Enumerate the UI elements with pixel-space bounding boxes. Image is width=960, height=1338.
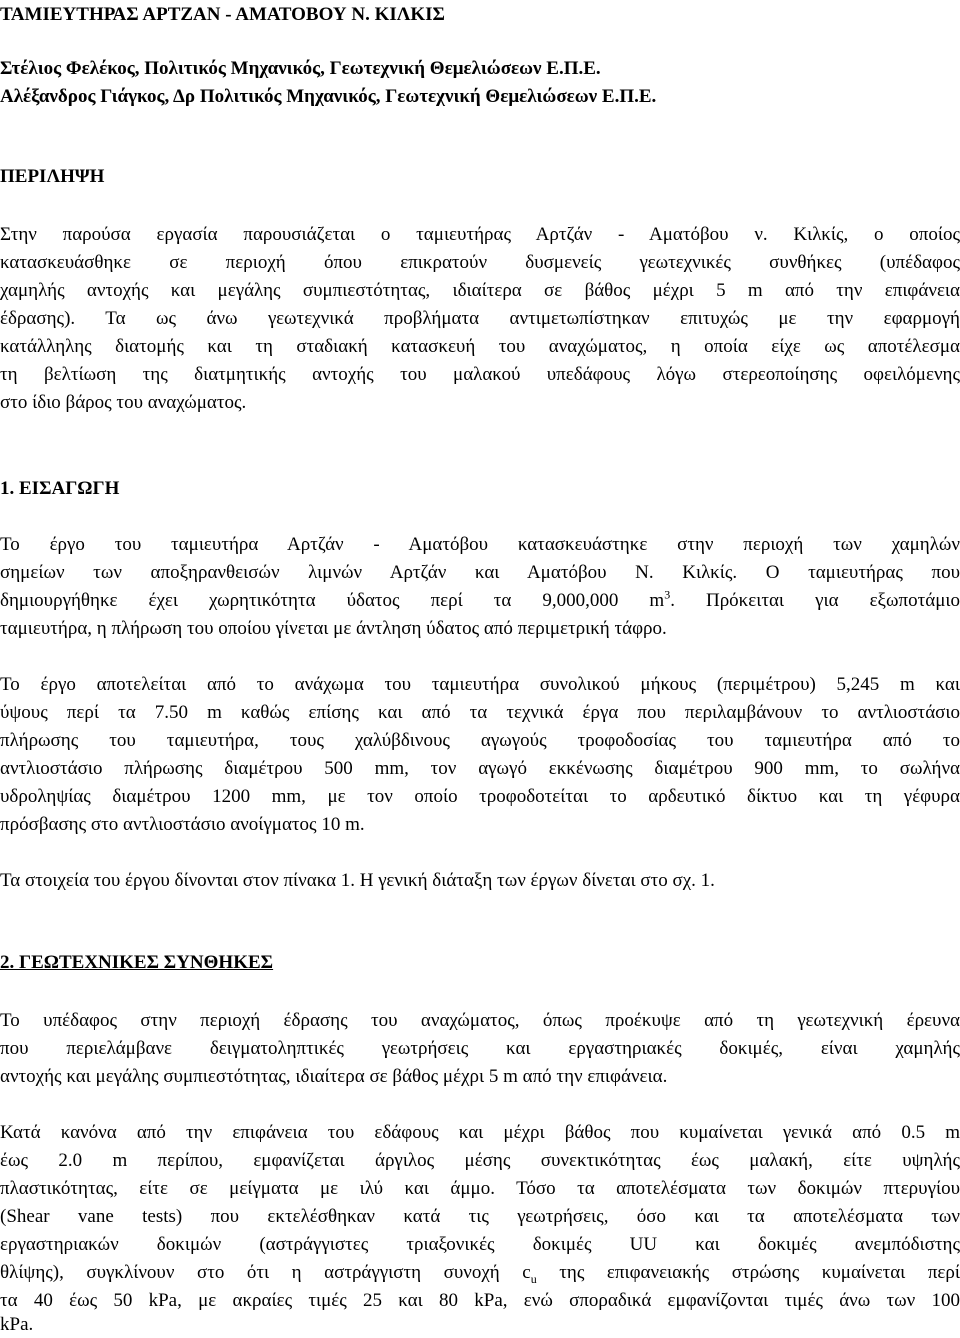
paragraph-line: ταμιευτήρα, η πλήρωση του οποίου γίνεται με άντληση ύδατος από περιμετρική τάφρο. (0, 618, 667, 639)
paragraph-line: που περιελάμβανε δειγματοληπτικές γεωτρήσεις και εργαστηριακές δοκιμές, είναι χαμηλής (0, 1038, 960, 1059)
abstract-line: Στην παρούσα εργασία παρουσιάζεται ο ταμιευτήρας Αρτζάν - Αματόβου ν. Κιλκίς, ο οποίος (0, 224, 960, 245)
paragraph-line: τα 40 έως 50 kPa, με ακραίες τιμές 25 και 80 kPa, ενώ σποραδικά εμφανίζονται τιμές άνω των 100 (0, 1290, 960, 1311)
text-run: . Πρόκειται για εξωποτάμιο (670, 590, 960, 611)
paragraph-line: πρόσβασης στο αντλιοστάσιο ανοίγματος 10 m. (0, 814, 365, 835)
paragraph-line: Το έργο αποτελείται από το ανάχωμα του ταμιευτήρα συνολικού μήκους (περιμέτρου) 5,245 m και (0, 674, 960, 695)
subscript: u (530, 1271, 537, 1286)
abstract-line: έδρασης). Τα ως άνω γεωτεχνικά προβλήματα αντιμετωπίστηκαν επιτυχώς με την εφαρμογή (0, 308, 960, 329)
author-line-1: Στέλιος Φελέκος, Πολιτικός Μηχανικός, Γεωτεχνική Θεμελιώσεων Ε.Π.Ε. (0, 58, 601, 79)
abstract-line: χαμηλής αντοχής και μεγάλης συμπιεστότητας, ιδιαίτερα σε βάθος μέχρι 5 m από την επιφάνεια (0, 280, 960, 301)
paragraph-line: kPa. (0, 1314, 34, 1335)
paragraph-line: Τα στοιχεία του έργου δίνονται στον πίνακα 1. Η γενική διάταξη των έργων δίνεται στο σχ. 1. (0, 870, 715, 891)
paragraph-line: υδροληψίας διαμέτρου 1200 mm, με τον οποίο τροφοδοτείται το αρδευτικό δίκτυο και τη γέφυρα (0, 786, 960, 807)
paragraph-line: Το υπέδαφος στην περιοχή έδρασης του αναχώματος, όπως προέκυψε από τη γεωτεχνική έρευνα (0, 1010, 960, 1031)
paragraph-line: πλαστικότητας, είτε σε μείγματα με ιλύ και άμμο. Τόσο τα αποτελέσματα των δοκιμών πτερυγίου (0, 1178, 960, 1199)
text-run: θλίψης), συγκλίνουν στο ότι η αστράγγιστη συνοχή c (0, 1262, 531, 1283)
paragraph-line: έως 2.0 m περίπου, εμφανίζεται άργιλος μέσης συνεκτικότητας έως μαλακή, είτε υψηλής (0, 1150, 960, 1171)
paragraph-line: Κατά κανόνα από την επιφάνεια του εδάφους και μέχρι βάθος που κυμαίνεται γενικά από 0.5 m (0, 1122, 960, 1143)
text-run: της επιφανειακής στρώσης κυμαίνεται περί (536, 1262, 960, 1283)
paragraph-line: πλήρωσης του ταμιευτήρα, τους χαλύβδινους αγωγούς τροφοδοσίας του ταμιευτήρα από το (0, 730, 960, 751)
paper-title: ΤΑΜΙΕΥΤΗΡΑΣ ΑΡΤΖΑΝ - ΑΜΑΤΟΒΟΥ Ν. ΚΙΛΚΙΣ (0, 4, 445, 25)
section-1-heading: 1. ΕΙΣΑΓΩΓΗ (0, 478, 120, 499)
abstract-line: κατασκευάσθηκε σε περιοχή όπου επικρατούν δυσμενείς γεωτεχνικές συνθήκες (υπέδαφος (0, 252, 960, 273)
paragraph-line (0, 1260, 960, 1286)
author-line-2: Αλέξανδρος Γιάγκος, Δρ Πολιτικός Μηχανικός, Γεωτεχνική Θεμελιώσεων Ε.Π.Ε. (0, 86, 657, 107)
abstract-heading: ΠΕΡΙΛΗΨΗ (0, 166, 105, 187)
abstract-line: στο ίδιο βάρος του αναχώματος. (0, 392, 247, 413)
superscript: 3 (664, 587, 671, 602)
paragraph-line: αντλιοστάσιο πλήρωσης διαμέτρου 500 mm, τον αγωγό εκκένωσης διαμέτρου 900 mm, το σωλήνα (0, 758, 960, 779)
paragraph-line: Το έργο του ταμιευτήρα Αρτζάν - Αματόβου κατασκευάστηκε στην περιοχή των χαμηλών (0, 534, 960, 555)
paragraph-line (0, 588, 960, 614)
paragraph-line: ύψους περί τα 7.50 m καθώς επίσης και από τα τεχνικά έργα που περιλαμβάνουν το αντλιοστάσιο (0, 702, 960, 723)
abstract-line: τη βελτίωση της διατμητικής αντοχής του μαλακού υπεδάφους λόγω στερεοποίησης οφειλόμενης (0, 364, 960, 385)
section-2-heading-text: 2. ΓΕΩΤΕΧΝΙΚΕΣ ΣΥΝΘΗΚΕΣ (0, 952, 274, 973)
paragraph-line: εργαστηριακών δοκιμών (αστράγγιστες τριαξονικές δοκιμές UU και δοκιμές ανεμπόδιστης (0, 1234, 960, 1255)
text-run: δημιουργήθηκε έχει χωρητικότητα ύδατος περί τα 9,000,000 m (0, 590, 665, 611)
section-2-heading (0, 950, 960, 976)
abstract-line: κατάλληλης διατομής και τη σταδιακή κατασκευή του αναχώματος, η οποία είχε ως αποτέλεσμα (0, 336, 960, 357)
paragraph-line: σημείων των αποξηρανθεισών λιμνών Αρτζάν και Αματόβου Ν. Κιλκίς. Ο ταμιευτήρας που (0, 562, 960, 583)
paragraph-line: αντοχής και μεγάλης συμπιεστότητας, ιδιαίτερα σε βάθος μέχρι 5 m από την επιφάνεια. (0, 1066, 668, 1087)
paragraph-line: (Shear vane tests) που εκτελέσθηκαν κατά τις γεωτρήσεις, όσο και τα αποτελέσματα των (0, 1206, 960, 1227)
